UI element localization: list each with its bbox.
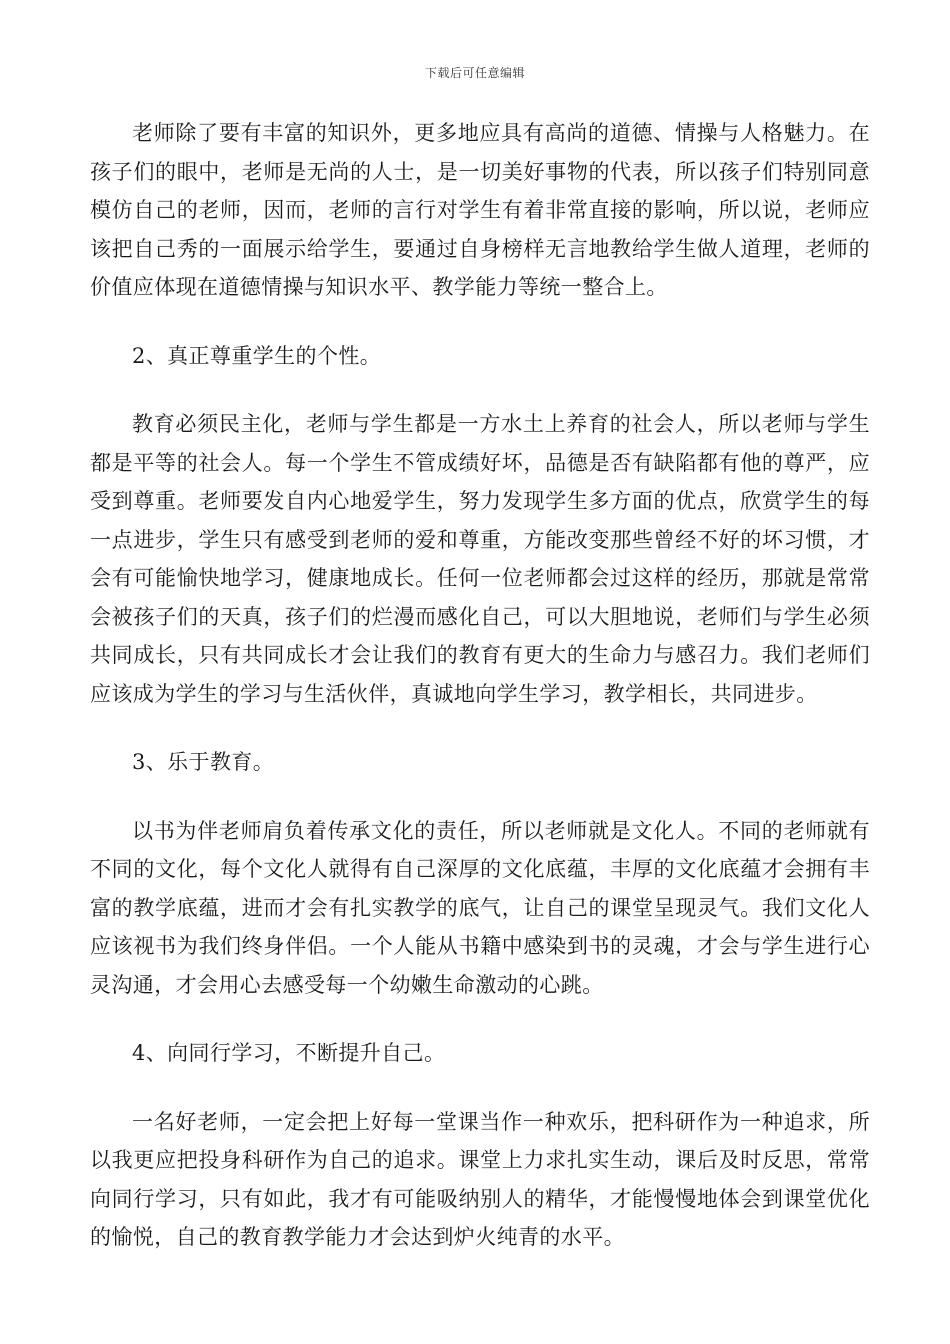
paragraph-peer-learning: 一名好老师，一定会把上好每一堂课当作一种欢乐，把科研作为一种追求，所以我更应把投身科研作为自己的追求。课堂上力求扎实生动，课后及时反思，常常向同行学习，只有如此，我才有可能吸纳别人的精华，才能慢慢地体会到课堂优化的愉悦，自己的教育教学能力才会达到炉火纯青的水平。 (90, 1109, 870, 1249)
document-body (90, 114, 870, 1257)
section-heading-4: 4、向同行学习，不断提升自己。 (132, 1041, 446, 1065)
paragraph-respect-students: 教育必须民主化，老师与学生都是一方水土上养育的社会人，所以老师与学生都是平等的社会人。每一个学生不管成绩好坏，品德是否有缺陷都有他的尊严，应受到尊重。老师要发自内心地爱学生，努力发现学生多方面的优点，欣赏学生的每一点进步，学生只有感受到老师的爱和尊重，方能改变那些曾经不好的坏习惯，才会有可能愉快地学习，健康地成长。任何一位老师都会过这样的经历，那就是常常会被孩子们的天真，孩子们的烂漫而感化自己，可以大胆地说，老师们与学生必须共同成长，只有共同成长才会让我们的教育有更大的生命力与感召力。我们老师们应该成为学生的学习与生活伙伴，真诚地向学生学习，教学相长，共同进步。 (90, 412, 870, 706)
paragraph-teacher-virtue: 老师除了要有丰富的知识外，更多地应具有高尚的道德、情操与人格魅力。在孩子们的眼中，老师是无尚的人士，是一切美好事物的代表，所以孩子们特别同意模仿自己的老师，因而，老师的言行对学生有着非常直接的影响，所以说，老师应该把自己秀的一面展示给学生，要通过自身榜样无言地教给学生做人道理，老师的价值应体现在道德情操与知识水平、教学能力等统一整合上。 (90, 121, 870, 299)
section-heading-2: 2、真正尊重学生的个性。 (132, 343, 382, 368)
paragraph-gap (90, 782, 870, 812)
paragraph-reading: 以书为伴老师肩负着传承文化的责任，所以老师就是文化人。不同的老师就有不同的文化，每个文化人就得有自己深厚的文化底蕴，丰厚的文化底蕴才会拥有丰富的教学底蕴，进而才会有扎实教学的底气，让自己的课堂呈现灵气。我们文化人应该视书为我们终身伴侣。一个人能从书籍中感染到书的灵魂，才会与学生进行心灵沟通，才会用心去感受每一个幼嫩生命激动的心跳。 (90, 818, 870, 997)
page-header: 下载后可任意编辑 (424, 66, 525, 80)
section-heading-3: 3、乐于教育。 (132, 750, 275, 774)
paragraph-gap (90, 307, 870, 337)
paragraph-gap (90, 1004, 870, 1034)
paragraph-gap (90, 713, 870, 743)
paragraph-gap (90, 375, 870, 405)
paragraph-gap (90, 1073, 870, 1103)
